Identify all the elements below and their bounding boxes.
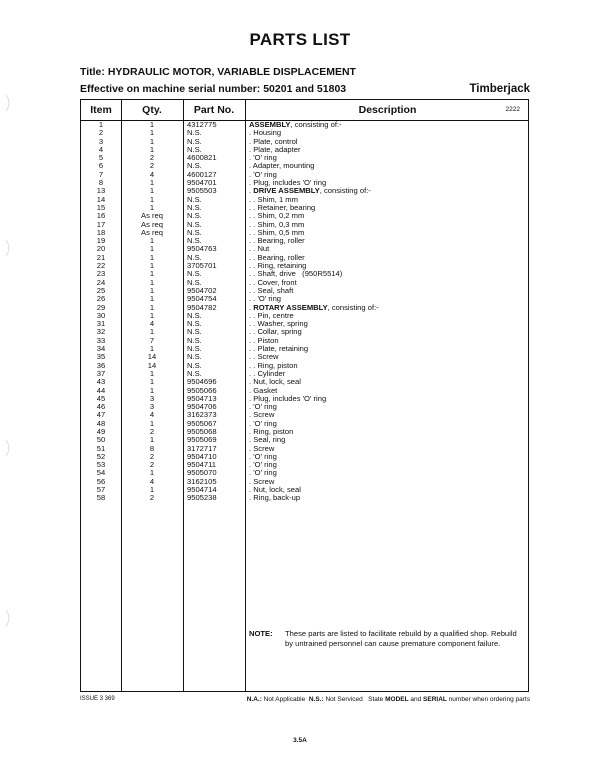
- table-row: [81, 436, 528, 444]
- item-number: 30: [96, 310, 106, 320]
- part-number: 9505238: [187, 493, 217, 503]
- issue-label: ISSUE 3 369: [80, 696, 115, 702]
- quantity: 1: [149, 186, 155, 196]
- na-abbr: N.A.:: [246, 696, 262, 703]
- item-number: 4: [98, 144, 104, 154]
- table-row: [81, 121, 528, 129]
- table-row: [81, 270, 528, 278]
- description: [249, 445, 527, 453]
- quantity: 2: [149, 153, 155, 163]
- description: [249, 378, 527, 386]
- table-row: [81, 478, 528, 486]
- quantity: 1: [149, 277, 155, 287]
- description-assembly: ASSEMBLY: [249, 120, 291, 129]
- description-text: . . Pin, centre: [249, 310, 294, 320]
- quantity: 14: [147, 360, 157, 370]
- header-item: Item: [90, 104, 112, 116]
- quantity: 1: [149, 120, 155, 129]
- description-text: . Adapter, mounting: [249, 161, 315, 171]
- item-number: 43: [96, 377, 106, 387]
- description-assembly: ROTARY ASSEMBLY: [253, 302, 328, 312]
- description-text: . Plate, control: [249, 136, 298, 146]
- description-text: . . Shim, 1 mm: [249, 194, 298, 204]
- quantity: 1: [149, 261, 155, 271]
- footer-legend: [247, 696, 530, 703]
- item-number: 16: [96, 211, 106, 221]
- part-number: 9504696: [187, 377, 217, 387]
- description-text: . . 'O' ring: [249, 294, 282, 304]
- part-number: N.S.: [187, 252, 202, 262]
- description-text: . 'O' ring: [249, 451, 277, 461]
- table-row: [81, 428, 528, 436]
- item-number: 47: [96, 410, 106, 420]
- description-text: . . Shim, 0,5 mm: [249, 227, 305, 237]
- part-number: N.S.: [187, 327, 202, 337]
- description-text: . . Shaft, drive (950R5514): [249, 269, 343, 279]
- na-text: Not Applicable: [261, 696, 309, 703]
- part-number: 4312775: [187, 120, 217, 129]
- description-text: . . Screw: [249, 352, 279, 362]
- item-number: 19: [96, 236, 106, 246]
- item-number: 5: [98, 153, 104, 163]
- part-number: 9505069: [187, 435, 217, 445]
- description: [249, 362, 527, 370]
- model-word: MODEL: [385, 696, 409, 703]
- part-number: N.S.: [187, 227, 202, 237]
- item-number: 20: [96, 244, 106, 254]
- quantity: 1: [149, 377, 155, 387]
- item-number: 51: [96, 443, 106, 453]
- table-row: [81, 461, 528, 469]
- quantity: 1: [149, 435, 155, 445]
- part-number: N.S.: [187, 194, 202, 204]
- description-text: , consisting of:-: [319, 186, 371, 196]
- part-number: N.S.: [187, 202, 202, 212]
- quantity: 1: [149, 269, 155, 279]
- part-number: 9505503: [187, 186, 217, 196]
- description-text: . 'O' ring: [249, 153, 277, 163]
- part-number: N.S.: [187, 310, 202, 320]
- document-title: [80, 66, 356, 78]
- description: [249, 121, 527, 129]
- item-number: 58: [96, 493, 106, 503]
- description-text: . . Washer, spring: [249, 319, 308, 329]
- item-number: 31: [96, 319, 106, 329]
- table-row: [81, 279, 528, 287]
- quantity: 14: [147, 352, 157, 362]
- part-number: 9504713: [187, 393, 217, 403]
- description-text: . 'O' ring: [249, 418, 277, 428]
- quantity: 1: [149, 194, 155, 204]
- description: [249, 494, 527, 502]
- part-number: 9504702: [187, 285, 217, 295]
- table-row: [81, 138, 528, 146]
- description-prefix: .: [249, 302, 254, 312]
- description-text: . 'O' ring: [249, 169, 277, 179]
- item-number: 32: [96, 327, 106, 337]
- description-text: . . Plate, retaining: [249, 344, 309, 354]
- item-number: 14: [96, 194, 106, 204]
- description-text: . . Ring, retaining: [249, 261, 307, 271]
- page-title: PARTS LIST: [249, 30, 351, 49]
- quantity: 1: [149, 202, 155, 212]
- table-row: [81, 304, 528, 312]
- table-row: [81, 411, 528, 419]
- item-number: 48: [96, 418, 106, 428]
- page-number: 3.5A: [293, 737, 307, 744]
- item-number: 53: [96, 460, 106, 470]
- table-body: [81, 121, 528, 503]
- description-text: . 'O' ring: [249, 468, 277, 478]
- description: [249, 453, 527, 461]
- description-text: . Seal, ring: [249, 435, 286, 445]
- quantity: 4: [149, 410, 155, 420]
- part-number: 9505068: [187, 426, 217, 436]
- quantity: 3: [149, 393, 155, 403]
- quantity: As req: [141, 211, 163, 221]
- description: [249, 469, 527, 477]
- part-number: 3162105: [187, 476, 217, 486]
- quantity: 1: [149, 136, 155, 146]
- quantity: 1: [149, 468, 155, 478]
- item-number: 34: [96, 344, 106, 354]
- item-number: 36: [96, 360, 106, 370]
- quantity: As req: [141, 227, 163, 237]
- description: [249, 436, 527, 444]
- description-text: . Nut, lock, seal: [249, 485, 301, 495]
- description: [249, 162, 527, 170]
- item-number: 57: [96, 485, 106, 495]
- item-number: 15: [96, 202, 106, 212]
- item-number: 45: [96, 393, 106, 403]
- table-row: [81, 395, 528, 403]
- description: [249, 428, 527, 436]
- quantity: 7: [149, 335, 155, 345]
- table-row: [81, 378, 528, 386]
- quantity: As req: [141, 219, 163, 229]
- item-number: 7: [98, 169, 104, 179]
- part-number: 3705701: [187, 261, 217, 271]
- table-row: [81, 187, 528, 195]
- description-text: . . Cover, front: [249, 277, 297, 287]
- description-text: . Nut, lock, seal: [249, 377, 301, 387]
- quantity: 1: [149, 302, 155, 312]
- quantity: 4: [149, 169, 155, 179]
- description: [249, 146, 527, 154]
- table-row: [81, 287, 528, 295]
- item-number: 21: [96, 252, 106, 262]
- part-number: N.S.: [187, 277, 202, 287]
- description-prefix: .: [249, 186, 254, 196]
- ns-text: Not Serviced State: [323, 696, 386, 703]
- description-text: . Screw: [249, 476, 275, 486]
- item-number: 6: [98, 161, 104, 171]
- part-number: 3172717: [187, 443, 217, 453]
- item-number: 29: [96, 302, 106, 312]
- brand-name: Timberjack: [469, 83, 530, 95]
- item-number: 46: [96, 402, 106, 412]
- description-text: . . Collar, spring: [249, 327, 302, 337]
- description-text: , consisting of:-: [327, 302, 379, 312]
- part-number: 9505067: [187, 418, 217, 428]
- item-number: 24: [96, 277, 106, 287]
- quantity: 1: [149, 418, 155, 428]
- item-number: 49: [96, 426, 106, 436]
- quantity: 2: [149, 460, 155, 470]
- description-text: . . Shim, 0,3 mm: [249, 219, 305, 229]
- quantity: 4: [149, 319, 155, 329]
- quantity: 3: [149, 402, 155, 412]
- part-number: 9504706: [187, 402, 217, 412]
- quantity: 1: [149, 128, 155, 138]
- item-number: 26: [96, 294, 106, 304]
- description-text: . . Seal, shaft: [249, 285, 294, 295]
- description-text: . . Cylinder: [249, 368, 286, 378]
- quantity: 2: [149, 426, 155, 436]
- part-number: N.S.: [187, 368, 202, 378]
- table-row: [81, 445, 528, 453]
- description-text: . . Piston: [249, 335, 279, 345]
- description-text: . . Shim, 0,2 mm: [249, 211, 305, 221]
- description-text: . Gasket: [249, 385, 278, 395]
- part-number: N.S.: [187, 144, 202, 154]
- item-number: 1: [98, 120, 104, 129]
- table-row: [81, 146, 528, 154]
- note-label: NOTE:: [249, 629, 273, 638]
- description-text: . . Nut: [249, 244, 270, 254]
- item-number: 18: [96, 227, 106, 237]
- table-row: [81, 237, 528, 245]
- description-text: . Plug, includes 'O' ring: [249, 393, 327, 403]
- table-row: [81, 469, 528, 477]
- description: [249, 237, 527, 245]
- quantity: 2: [149, 493, 155, 503]
- description-text: . . Ring, piston: [249, 360, 298, 370]
- title-label: Title:: [80, 66, 105, 78]
- part-number: N.S.: [187, 128, 202, 138]
- quantity: 2: [149, 451, 155, 461]
- part-number: 3162373: [187, 410, 217, 420]
- description: [249, 395, 527, 403]
- part-number: 9504701: [187, 178, 217, 188]
- part-number: N.S.: [187, 319, 202, 329]
- ns-abbr: N.S.:: [308, 696, 324, 703]
- part-number: N.S.: [187, 352, 202, 362]
- table-row: [81, 403, 528, 411]
- part-number: N.S.: [187, 360, 202, 370]
- description: [249, 287, 527, 295]
- description-text: . Screw: [249, 410, 275, 420]
- description-text: . . Retainer, bearing: [249, 202, 316, 212]
- part-number: 4600127: [187, 169, 217, 179]
- note-text: These parts are listed to facilitate rebuild by a qualified shop. Rebuild by untrained personnel can cause premature component failure.: [285, 629, 517, 648]
- serial-text: Effective on machine serial number: 50201 and 51803: [80, 83, 347, 95]
- quantity: 1: [149, 244, 155, 254]
- description-text: . Ring, piston: [249, 426, 294, 436]
- and-word: and: [408, 696, 424, 703]
- header-code: 2222: [505, 106, 520, 113]
- header-part-no: Part No.: [193, 104, 235, 116]
- description-text: . Plug, includes 'O' ring: [249, 178, 327, 188]
- description: [249, 403, 527, 411]
- part-number: N.S.: [187, 269, 202, 279]
- description-text: . Housing: [249, 128, 282, 138]
- table-row: [81, 328, 528, 336]
- table-row: [81, 362, 528, 370]
- item-number: 35: [96, 352, 106, 362]
- header-description: Description: [358, 104, 417, 116]
- table-row: [81, 320, 528, 328]
- description-text: . Ring, back-up: [249, 493, 301, 503]
- quantity: 2: [149, 161, 155, 171]
- description: [249, 345, 527, 353]
- item-number: 17: [96, 219, 106, 229]
- item-number: 23: [96, 269, 106, 279]
- item-number: 33: [96, 335, 106, 345]
- part-number: 4600821: [187, 153, 217, 163]
- item-number: 22: [96, 261, 106, 271]
- item-number: 2: [98, 128, 104, 138]
- title-value: HYDRAULIC MOTOR, VARIABLE DISPLACEMENT: [107, 66, 356, 78]
- description: [249, 328, 527, 336]
- description-text: . . Bearing, roller: [249, 252, 305, 262]
- part-number: 9504754: [187, 294, 217, 304]
- table-header: [81, 100, 528, 121]
- description: [249, 461, 527, 469]
- item-number: 44: [96, 385, 106, 395]
- description-text: , consisting of:-: [290, 120, 342, 129]
- tail-text: number when ordering parts: [446, 696, 530, 703]
- quantity: 1: [149, 368, 155, 378]
- item-number: 13: [96, 186, 106, 196]
- quantity: 1: [149, 144, 155, 154]
- description-assembly: DRIVE ASSEMBLY: [253, 186, 320, 196]
- table-row: [81, 486, 528, 494]
- quantity: 1: [149, 252, 155, 262]
- part-number: 9505066: [187, 385, 217, 395]
- description-text: . 'O' ring: [249, 460, 277, 470]
- quantity: 1: [149, 285, 155, 295]
- item-number: 56: [96, 476, 106, 486]
- item-number: 8: [98, 178, 104, 188]
- quantity: 8: [149, 443, 155, 453]
- quantity: 1: [149, 344, 155, 354]
- part-number: 9504710: [187, 451, 217, 461]
- part-number: N.S.: [187, 136, 202, 146]
- item-number: 52: [96, 451, 106, 461]
- item-number: 50: [96, 435, 106, 445]
- table-row: [81, 370, 528, 378]
- table-row: [81, 453, 528, 461]
- table-row: [81, 494, 528, 502]
- quantity: 1: [149, 294, 155, 304]
- item-number: 54: [96, 468, 106, 478]
- quantity: 1: [149, 485, 155, 495]
- item-number: 3: [98, 136, 104, 146]
- serial-line: [80, 83, 530, 95]
- part-number: N.S.: [187, 161, 202, 171]
- part-number: N.S.: [187, 335, 202, 345]
- part-number: 9504714: [187, 485, 217, 495]
- part-number: 9504711: [187, 460, 216, 470]
- part-number: 9504763: [187, 244, 217, 254]
- note: [249, 629, 524, 649]
- item-number: 37: [96, 368, 106, 378]
- description: [249, 411, 527, 419]
- table-row: [81, 129, 528, 137]
- description-text: . . Bearing, roller: [249, 236, 305, 246]
- quantity: 1: [149, 236, 155, 246]
- quantity: 4: [149, 476, 155, 486]
- quantity: 1: [149, 178, 155, 188]
- table-row: [81, 162, 528, 170]
- description-text: . 'O' ring: [249, 402, 277, 412]
- part-number: 9504782: [187, 302, 217, 312]
- table-row: [81, 420, 528, 428]
- part-number: N.S.: [187, 236, 202, 246]
- part-number: N.S.: [187, 219, 202, 229]
- quantity: 1: [149, 310, 155, 320]
- parts-table: [80, 99, 529, 692]
- serial-word: SERIAL: [423, 696, 447, 703]
- description-text: . Plate, adapter: [249, 144, 301, 154]
- quantity: 1: [149, 327, 155, 337]
- item-number: 25: [96, 285, 106, 295]
- quantity: 1: [149, 385, 155, 395]
- part-number: 9505070: [187, 468, 217, 478]
- part-number: N.S.: [187, 344, 202, 354]
- header-qty: Qty.: [142, 104, 162, 116]
- description-text: . Screw: [249, 443, 275, 453]
- part-number: N.S.: [187, 211, 202, 221]
